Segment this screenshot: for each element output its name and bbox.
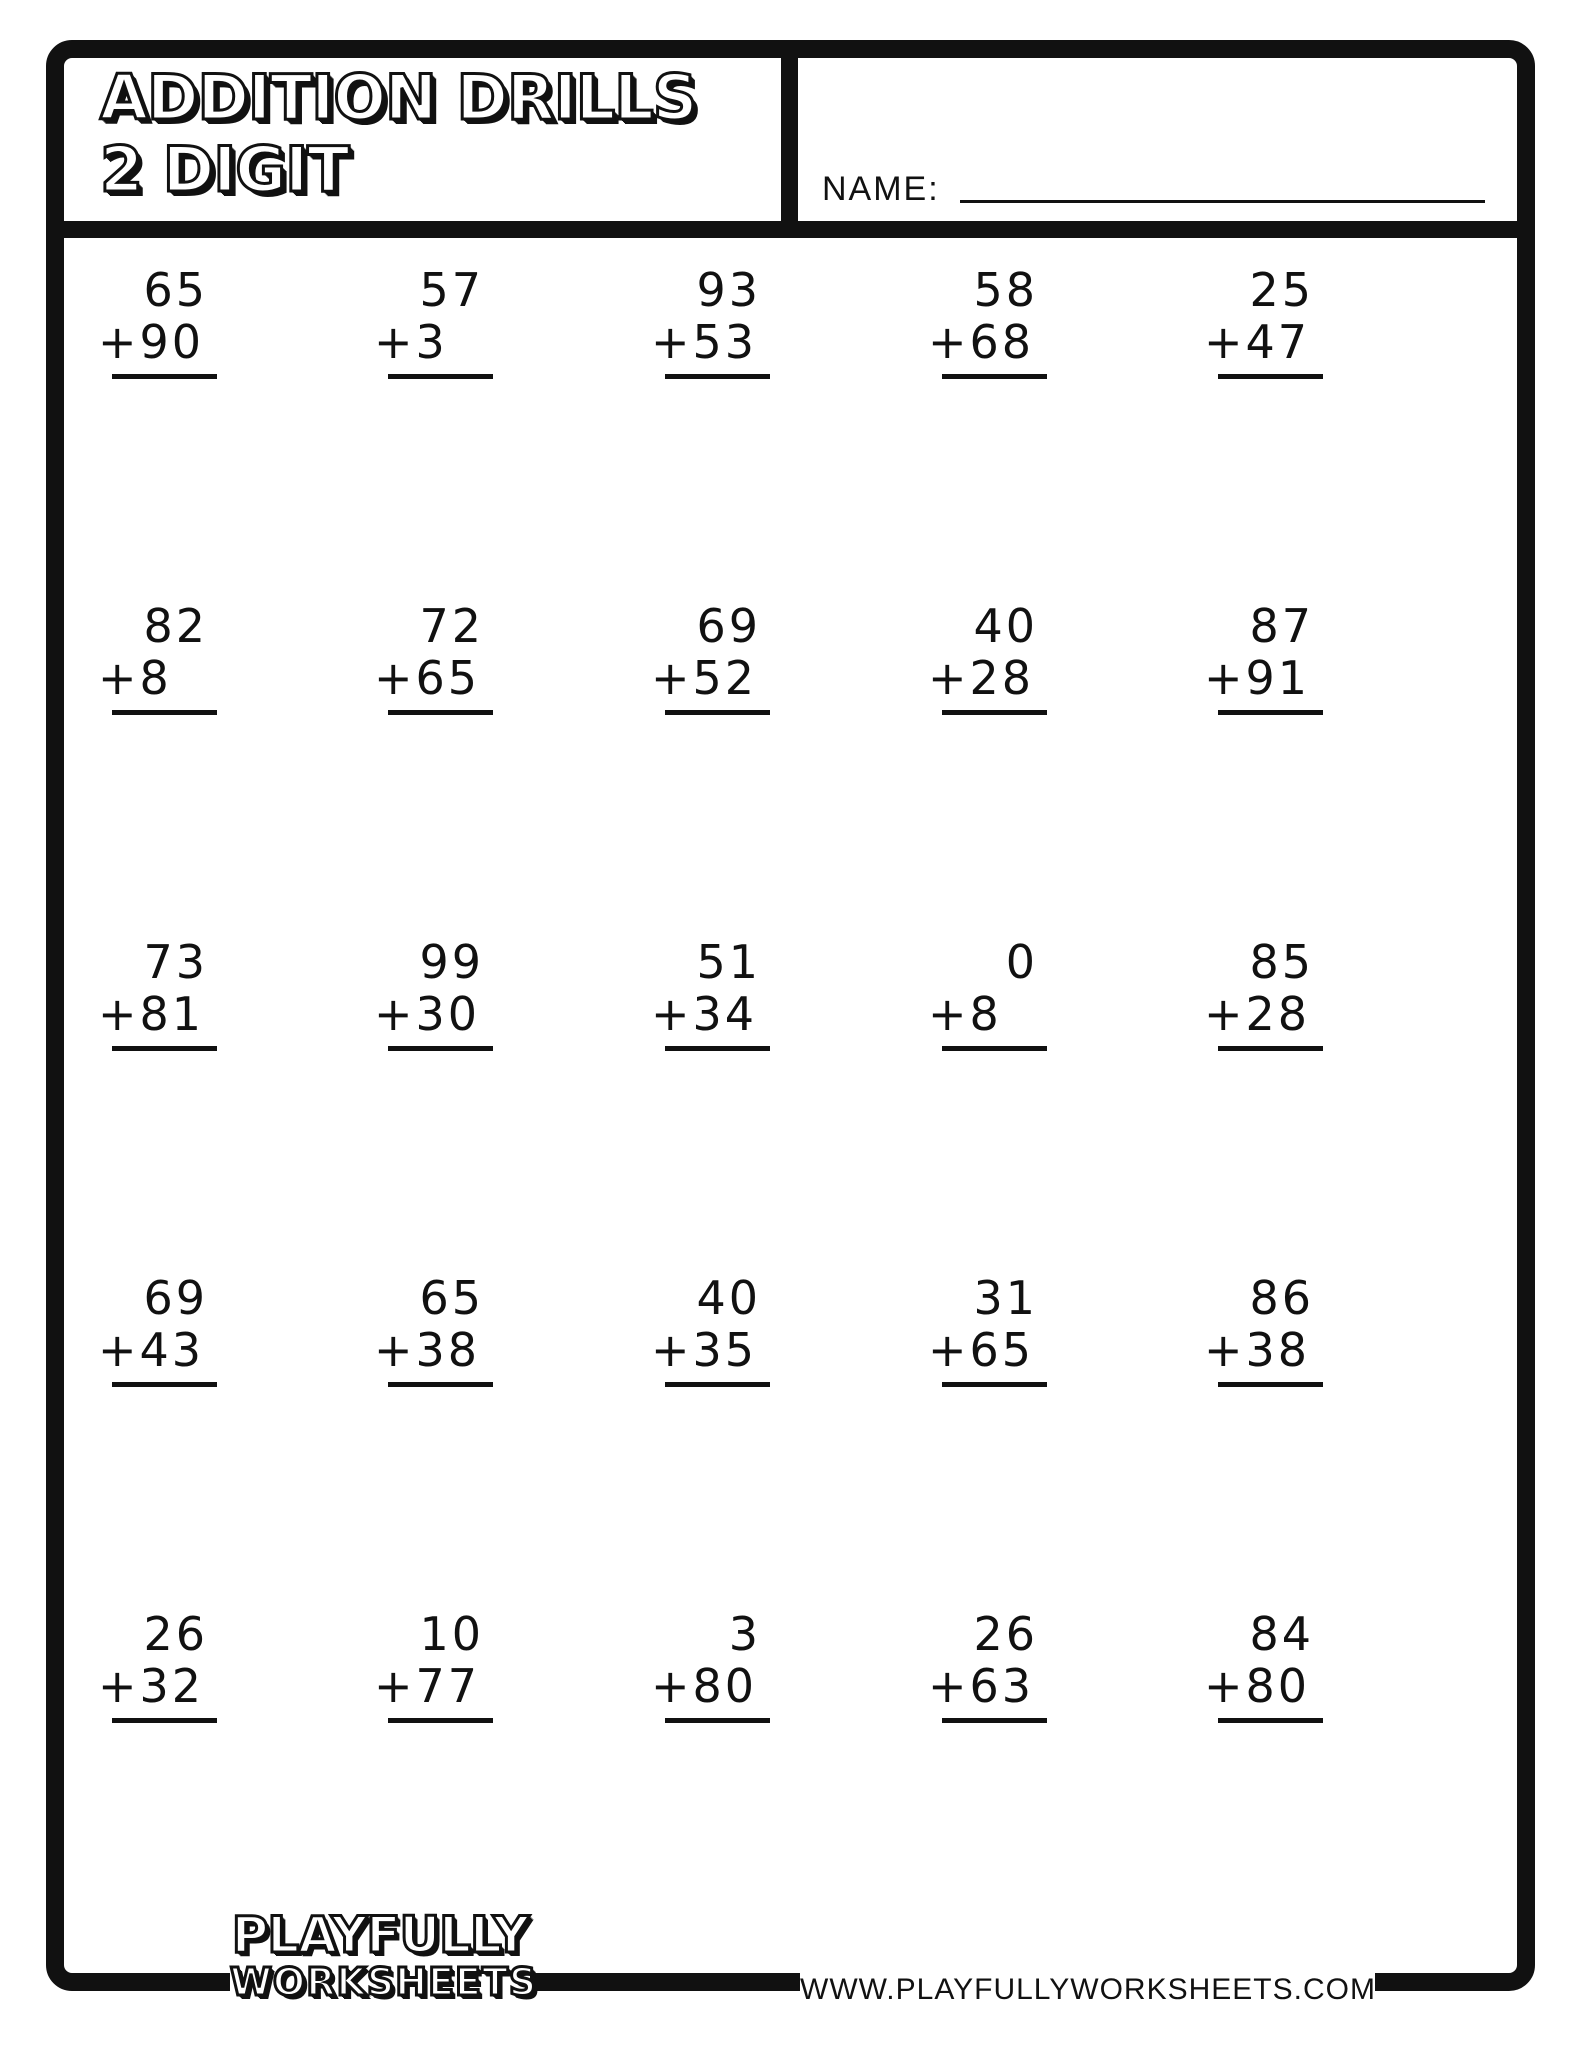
problem-addend-top: 26: [973, 1607, 1038, 1661]
addition-problem: [374, 600, 524, 730]
addition-problem: [651, 1272, 801, 1402]
addition-problem: [651, 600, 801, 730]
answer-line[interactable]: [112, 710, 217, 715]
problem-addend-top: 65: [143, 263, 208, 317]
problem-addend-top: 40: [973, 599, 1038, 653]
answer-line[interactable]: [942, 1382, 1047, 1387]
addition-problem: [98, 264, 248, 394]
problem-addend-bottom: +80: [651, 1659, 758, 1713]
answer-line[interactable]: [388, 1046, 493, 1051]
problem-addend-bottom: +8: [98, 651, 172, 705]
logo-line-1: PLAYFULLY: [231, 1906, 529, 1964]
answer-line[interactable]: [388, 1718, 493, 1723]
problem-addend-bottom: +3: [374, 315, 448, 369]
answer-line[interactable]: [665, 1046, 770, 1051]
addition-problem: [374, 1272, 524, 1402]
problem-addend-top: 40: [696, 1271, 761, 1325]
problem-addend-top: 31: [973, 1271, 1038, 1325]
addition-problem: [374, 1608, 524, 1738]
answer-line[interactable]: [388, 374, 493, 379]
problem-addend-bottom: +38: [374, 1323, 481, 1377]
name-label: NAME:: [822, 170, 940, 208]
problem-addend-bottom: +52: [651, 651, 758, 705]
problem-addend-bottom: +34: [651, 987, 758, 1041]
answer-line[interactable]: [665, 374, 770, 379]
answer-line[interactable]: [665, 710, 770, 715]
problem-addend-top: 85: [1249, 935, 1314, 989]
addition-problem: [374, 264, 524, 394]
problem-addend-top: 26: [143, 1607, 208, 1661]
answer-line[interactable]: [1218, 1382, 1323, 1387]
brand-logo: [230, 1906, 538, 2010]
addition-problem: [928, 936, 1078, 1066]
problem-addend-top: 87: [1249, 599, 1314, 653]
problem-addend-top: 93: [696, 263, 761, 317]
answer-line[interactable]: [112, 1046, 217, 1051]
addition-problem: [1204, 1608, 1354, 1738]
problem-addend-top: 51: [696, 935, 761, 989]
addition-problem: [651, 264, 801, 394]
problem-addend-bottom: +43: [98, 1323, 205, 1377]
addition-problem: [651, 1608, 801, 1738]
problem-addend-top: 65: [419, 1271, 484, 1325]
problem-addend-top: 25: [1249, 263, 1314, 317]
problem-addend-bottom: +81: [98, 987, 205, 1041]
problem-addend-top: 99: [419, 935, 484, 989]
problem-addend-bottom: +8: [928, 987, 1002, 1041]
problem-addend-top: 57: [419, 263, 484, 317]
addition-problem: [928, 1608, 1078, 1738]
problem-addend-bottom: +28: [928, 651, 1035, 705]
problem-addend-bottom: +80: [1204, 1659, 1311, 1713]
problem-addend-bottom: +63: [928, 1659, 1035, 1713]
problem-addend-top: 82: [143, 599, 208, 653]
problem-addend-bottom: +30: [374, 987, 481, 1041]
answer-line[interactable]: [1218, 1046, 1323, 1051]
problem-addend-top: 0: [1005, 935, 1038, 989]
addition-problem: [374, 936, 524, 1066]
problem-addend-top: 84: [1249, 1607, 1314, 1661]
answer-line[interactable]: [112, 374, 217, 379]
title-line-1: ADDITION DRILLS: [100, 61, 697, 134]
problem-addend-top: 69: [143, 1271, 208, 1325]
title-line-2: 2 DIGIT: [100, 133, 349, 206]
answer-line[interactable]: [1218, 710, 1323, 715]
footer-url-box: [800, 1965, 1375, 2015]
problem-addend-top: 73: [143, 935, 208, 989]
addition-problem: [928, 1272, 1078, 1402]
answer-line[interactable]: [1218, 374, 1323, 379]
addition-problem: [98, 600, 248, 730]
problem-addend-top: 58: [973, 263, 1038, 317]
answer-line[interactable]: [388, 1382, 493, 1387]
addition-problem: [98, 1608, 248, 1738]
addition-problem: [1204, 936, 1354, 1066]
problem-addend-bottom: +53: [651, 315, 758, 369]
problem-addend-bottom: +68: [928, 315, 1035, 369]
problem-addend-top: 72: [419, 599, 484, 653]
addition-problem: [1204, 600, 1354, 730]
answer-line[interactable]: [1218, 1718, 1323, 1723]
answer-line[interactable]: [112, 1382, 217, 1387]
addition-problem: [651, 936, 801, 1066]
answer-line[interactable]: [665, 1718, 770, 1723]
problem-addend-bottom: +32: [98, 1659, 205, 1713]
addition-problem: [1204, 264, 1354, 394]
problem-addend-bottom: +35: [651, 1323, 758, 1377]
answer-line[interactable]: [665, 1382, 770, 1387]
answer-line[interactable]: [942, 710, 1047, 715]
addition-problem: [928, 264, 1078, 394]
website-url: WWW.PLAYFULLYWORKSHEETS.COM: [800, 1973, 1376, 2006]
problem-addend-top: 3: [728, 1607, 761, 1661]
problem-addend-bottom: +38: [1204, 1323, 1311, 1377]
answer-line[interactable]: [388, 710, 493, 715]
problem-addend-top: 86: [1249, 1271, 1314, 1325]
logo-line-2: WORKSHEETS: [230, 1960, 538, 2004]
problem-addend-bottom: +28: [1204, 987, 1311, 1041]
problem-addend-bottom: +65: [374, 651, 481, 705]
addition-problem: [98, 936, 248, 1066]
answer-line[interactable]: [942, 374, 1047, 379]
problem-addend-bottom: +90: [98, 315, 205, 369]
answer-line[interactable]: [942, 1718, 1047, 1723]
problem-addend-top: 69: [696, 599, 761, 653]
problem-addend-bottom: +65: [928, 1323, 1035, 1377]
answer-line[interactable]: [112, 1718, 217, 1723]
problem-addend-bottom: +47: [1204, 315, 1311, 369]
problem-addend-bottom: +91: [1204, 651, 1311, 705]
problem-addend-bottom: +77: [374, 1659, 481, 1713]
addition-problem: [928, 600, 1078, 730]
addition-problem: [1204, 1272, 1354, 1402]
addition-problem: [98, 1272, 248, 1402]
answer-line[interactable]: [942, 1046, 1047, 1051]
problem-addend-top: 10: [419, 1607, 484, 1661]
